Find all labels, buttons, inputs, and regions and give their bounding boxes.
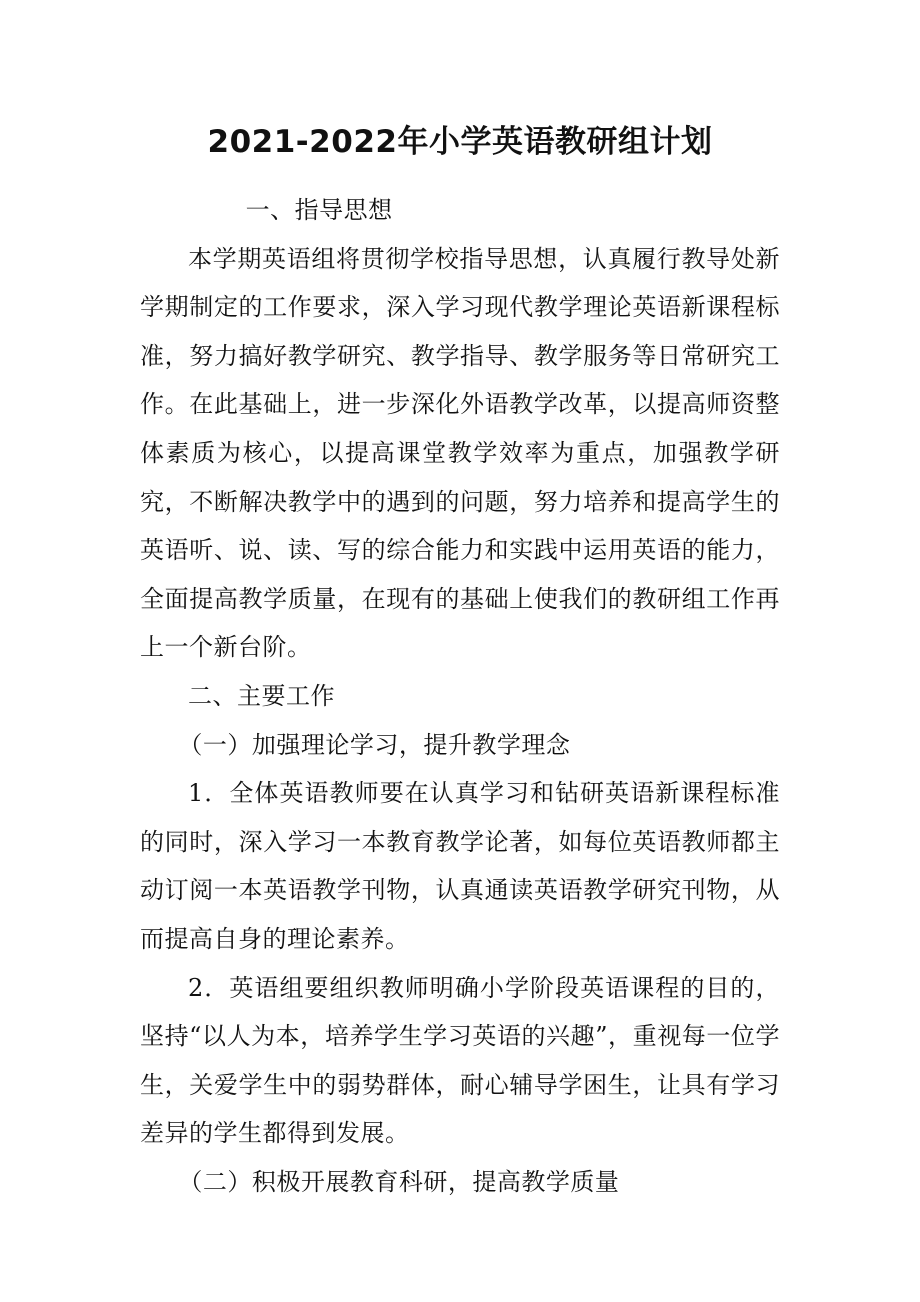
section-heading-main-work: 二、主要工作 — [188, 681, 335, 710]
section-heading-guiding-ideology: 一、指导思想 — [245, 196, 393, 224]
paragraph-item-1: 1．全体英语教师要在认真学习和钻研英语新课程标准的同时，深入学习一本教育教学论著，如每位英语教师都主动订阅一本英语教学刊物，认真通读英语教学研究刊物，从而提高自身的理论素养。 — [140, 779, 780, 953]
paragraph-item-2: 2．英语组要组织教师明确小学阶段英语课程的目的，坚持“以人为本，培养学生学习英语的兴趣”，重视每一位学生，关爱学生中的弱势群体，耐心辅导学困生，让具有学习差异的学生都得到发展。 — [140, 973, 780, 1148]
paragraph-guiding-ideology: 本学期英语组将贯彻学校指导思想，认真履行教导处新学期制定的工作要求，深入学习现代教学理论英语新课程标准，努力搞好教学研究、教学指导、教学服务等日常研究工作。在此基础上，进一步深化外语教学改革，以提高师资整体素质为核心，以提高课堂教学效率为重点，加强教学研究，不断解决教学中的遇到的问题，努力培养和提高学生的英语听、说、读、写的综合能力和实践中运用英语的能力，全面提高教学质量，在现有的基础上使我们的教研组工作再上一个新台阶。 — [140, 244, 780, 662]
subsection-heading-theory-study: （一）加强理论学习，提升教学理念 — [178, 730, 571, 759]
subsection-heading-research: （二）积极开展教育科研，提高教学质量 — [178, 1167, 620, 1196]
document-body — [140, 186, 780, 1206]
document-title: 2021-2022年小学英语教研组计划 — [207, 124, 713, 160]
